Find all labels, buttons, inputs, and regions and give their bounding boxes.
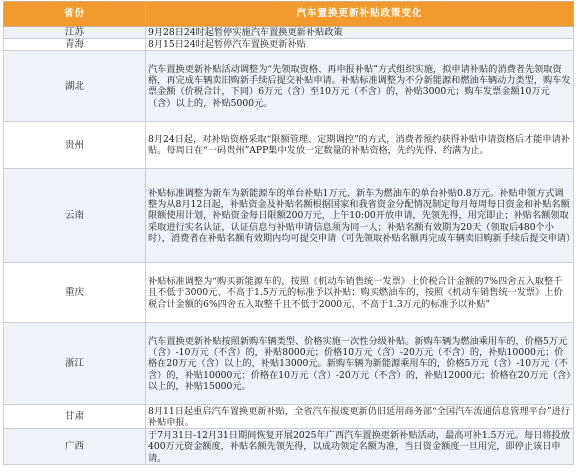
table-row <box>4 39 574 51</box>
province-cell: 江苏 <box>4 27 146 39</box>
table-row <box>4 263 574 323</box>
province-cell: 甘肃 <box>4 405 146 429</box>
province-cell: 湖北 <box>4 51 146 122</box>
table-row <box>4 169 574 263</box>
policy-cell: 汽车置换更新补贴活动调整为“先领取资格、再申报补贴”方式组织实施，拟申请补贴的消费者先领取资格，再完成车辆卖旧购新手续后提交补贴申请。补贴标准调整为不分新能源和燃油车辆动力类型，购车发票金额（价税合计，下同）6万元（含）至10万元（不含）的，补贴3000元；购车发票金额10万元（含）以上的，补贴5000元。 <box>146 51 574 122</box>
policy-cell: 汽车置换更新补贴按照新购车辆类型、价格实施一次性分级补贴。新购车辆为燃油乘用车的，价格5万元（含）-10万元（不含）的，补贴8000元；价格10万元（含）-20万元（不含）的，补贴10000元；价格在20万元（含）以上的，补贴13000元。新购车辆为新能源乘用车的，价格5万元（含）-10万元（不含）的，补贴10000元；价格在10万元（含）-20万元（不含）的，补贴12000元；价格在20万元（含）以上的，补贴15000元。 <box>146 323 574 405</box>
policy-table <box>3 1 574 465</box>
policy-cell: 8月24日起，对补贴资格采取“限额管理、定期调控”的方式，消费者预约获得补贴申请资格后才能申请补贴。每周日在“一码贵州”APP集中发放一定数量的补贴资格，先约先得、约满为止。 <box>146 122 574 169</box>
table-row <box>4 323 574 405</box>
policy-cell: 9月28日24时起暂停实施汽车置换更新补贴政策 <box>146 27 574 39</box>
policy-cell: 补贴标准调整为“购买新能源车的，按照《机动车销售统一发票》上价税合计金额的7%四舍五入取整千且不低于3000元、不高于1.5万元的标准予以补贴；购买燃油车的，按照《机动车销售统一发票》上价税合计金额的6%四舍五入取整千且不低于2000元、不高于1.3万元的标准予以补贴” <box>146 263 574 323</box>
table-row <box>4 429 574 465</box>
policy-cell: 8月15日24时起暂停汽车置换更新补贴 <box>146 39 574 51</box>
table-header-row <box>4 2 574 27</box>
province-cell: 贵州 <box>4 122 146 169</box>
province-cell: 云南 <box>4 169 146 263</box>
table-row <box>4 27 574 39</box>
policy-table-container <box>3 1 576 465</box>
table-row <box>4 405 574 429</box>
province-cell: 重庆 <box>4 263 146 323</box>
province-cell: 青海 <box>4 39 146 51</box>
policy-cell: 补贴标准调整为新车为新能源车的单台补贴1万元、新车为燃油车的单台补贴0.8万元。补贴申领方式调整为从8月12日起，补贴资金及补贴名额根据国家和我省资金分配情况制定每月每周每日资金和补贴名额限额使用计划，补贴资金每日限额200万元，上午10:00开放申请，先领先得，用完即止；补贴名额领取采取进行实名认证，认证信息与补贴申请信息须为同一人；补贴名额有效期为20天（领取后480个小时），消费者在补贴名额有效期内均可提交申请（可先领取补贴名额再完成车辆卖旧购新手续后提交申请） <box>146 169 574 263</box>
table-row <box>4 51 574 122</box>
province-cell: 浙江 <box>4 323 146 405</box>
header-policy: 汽车置换更新补贴政策变化 <box>146 2 574 27</box>
table-row <box>4 122 574 169</box>
header-province: 省份 <box>4 2 146 27</box>
province-cell: 广西 <box>4 429 146 465</box>
policy-cell: 于7月31日-12月31日期间恢复开展2025年广西汽车置换更新补贴活动，最高可补1.5万元。每日将投放400万元资金额度，补贴名额先领先得，以成功领定名额为准，当日资金额度一旦用完，即停止该日申请。 <box>146 429 574 465</box>
policy-cell: 8月11日起重启汽车置换更新补贴，全省汽车报废更新仍旧延用商务部“全国汽车流通信息管理平台”进行补贴申报。 <box>146 405 574 429</box>
